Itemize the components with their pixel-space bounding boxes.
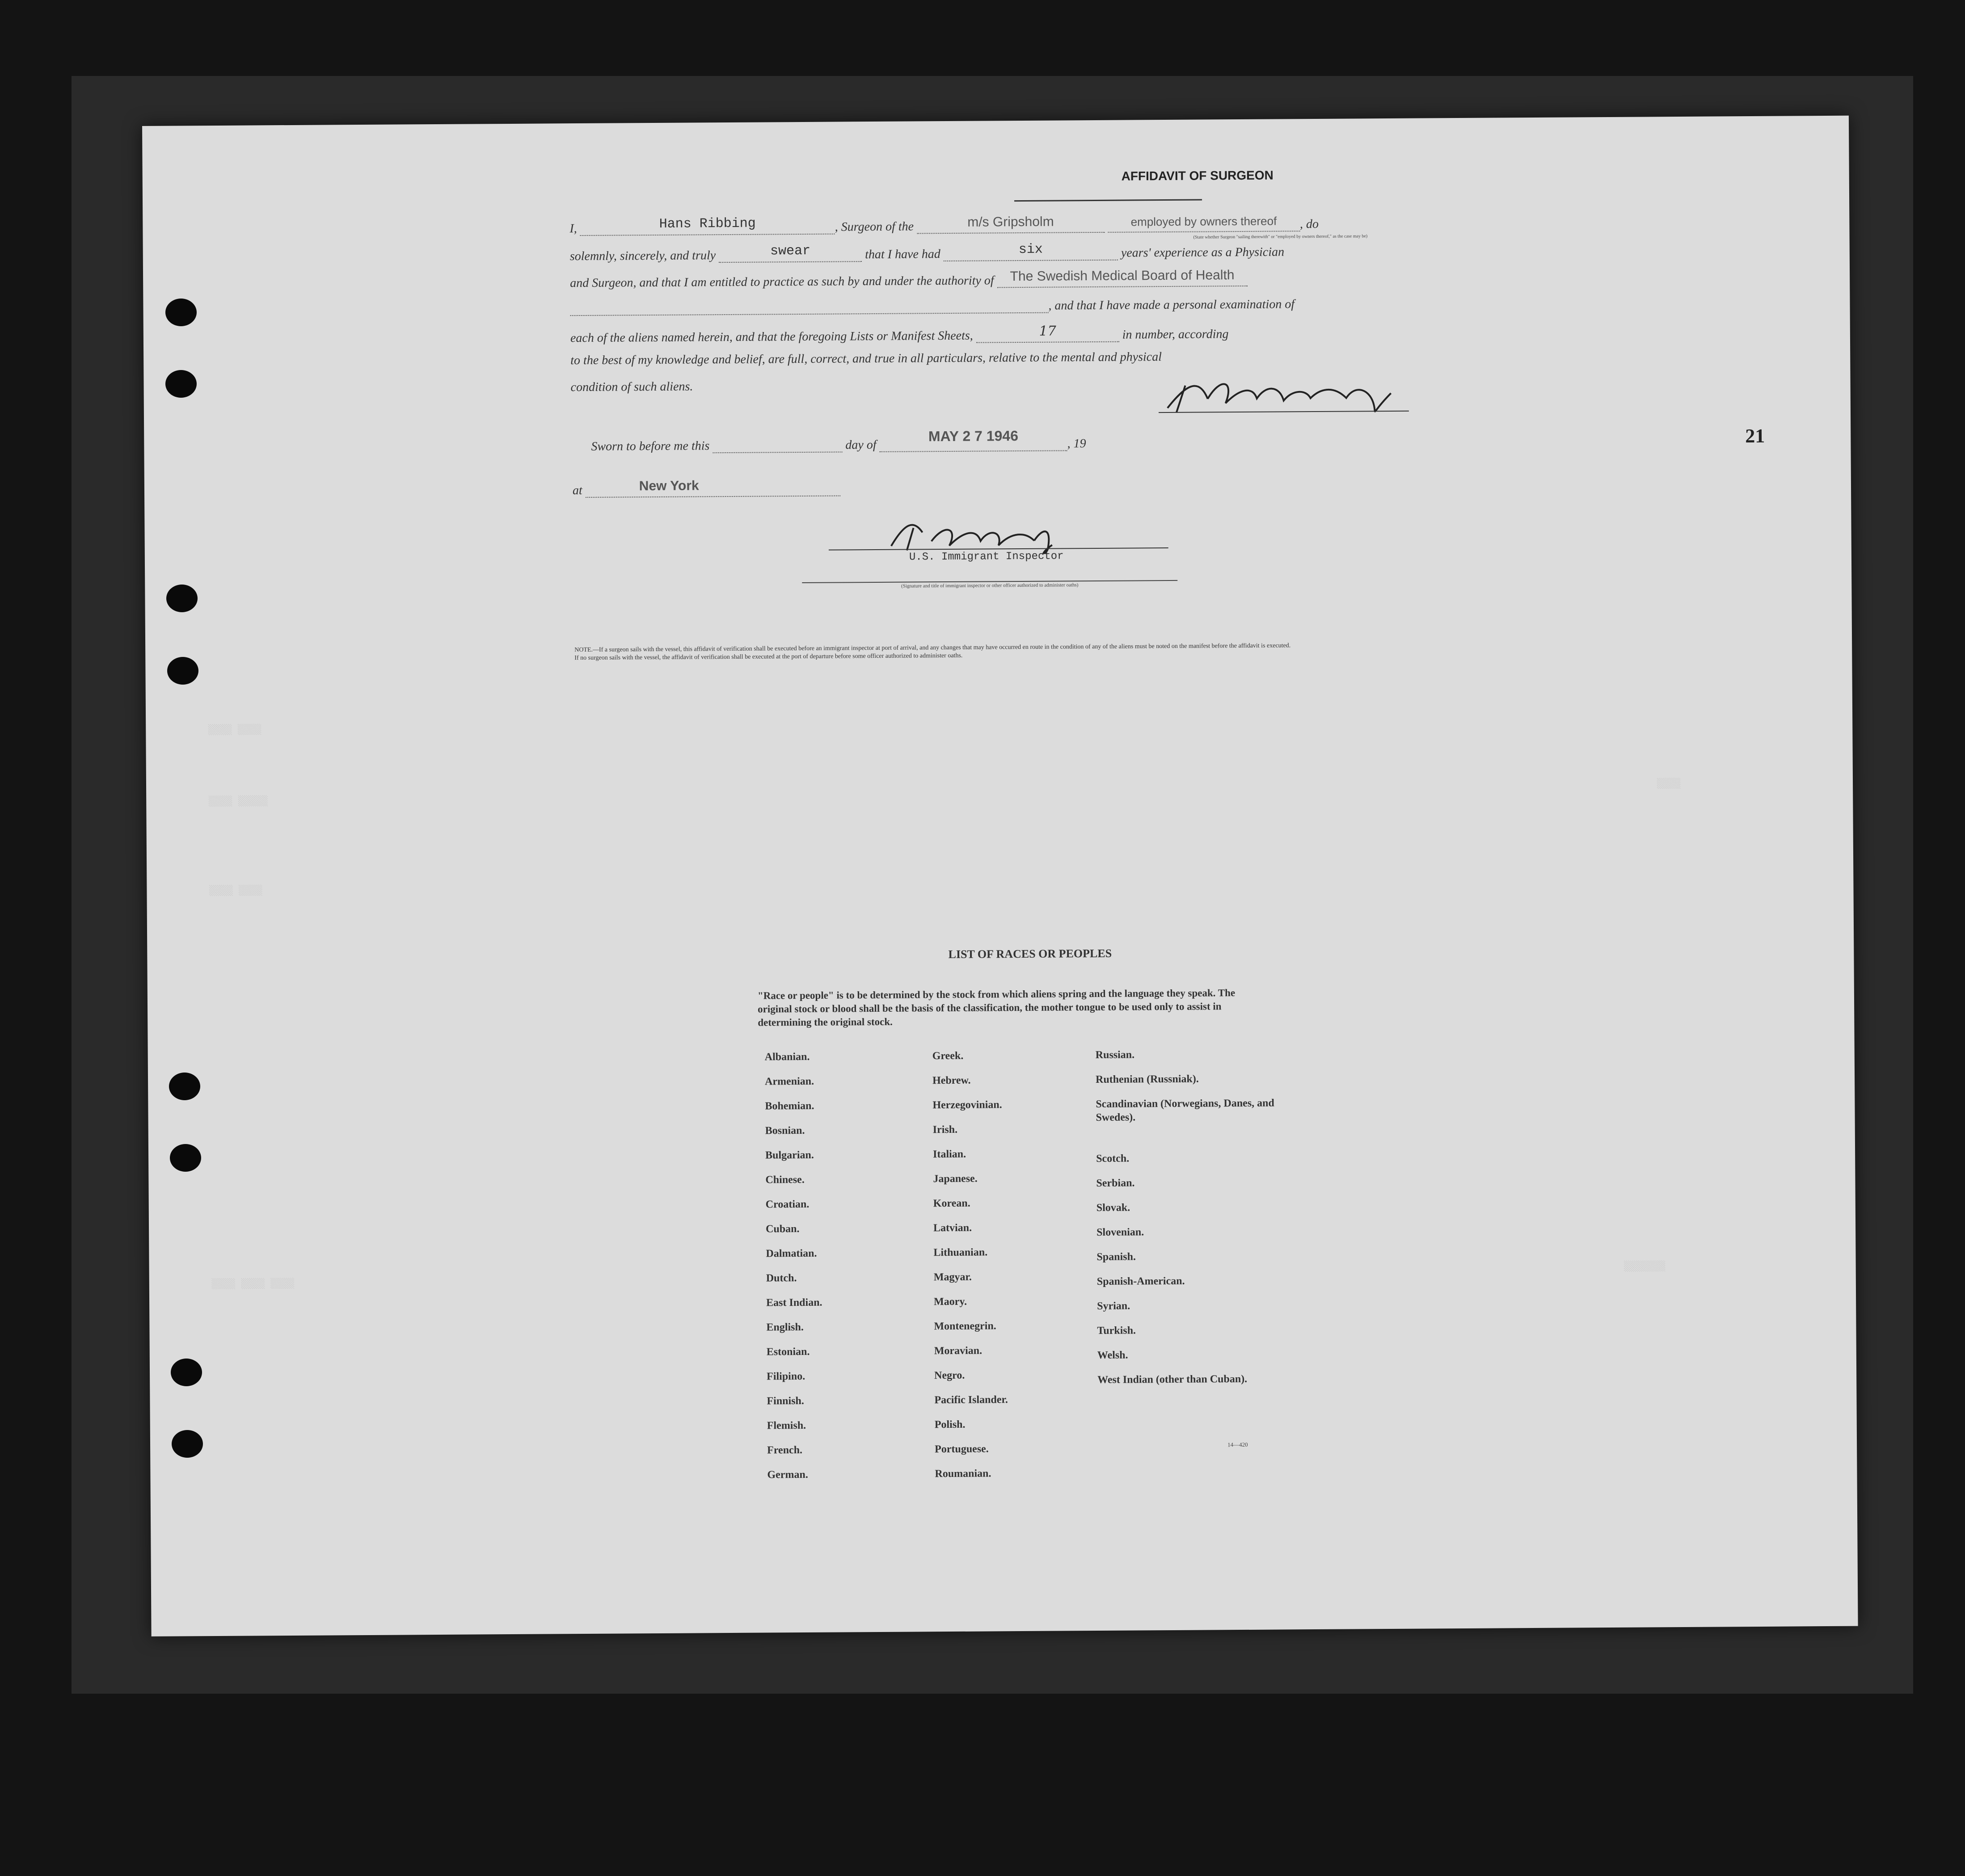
race-item: Hebrew. xyxy=(932,1074,971,1087)
race-item: Latvian. xyxy=(933,1222,972,1234)
oath-word: swear xyxy=(770,243,811,259)
text: each of the aliens named herein, and that the foregoing Lists or Manifest Sheets, xyxy=(570,328,973,345)
race-item: Slovak. xyxy=(1096,1202,1130,1214)
race-item: Magyar. xyxy=(933,1271,972,1283)
race-item: Bulgarian. xyxy=(765,1149,814,1161)
races-column-3 xyxy=(1096,1042,1277,1422)
race-item: Filipino. xyxy=(767,1370,805,1383)
note-paragraph-2: If no surgeon sails with the vessel, the affidavit of verification shall be executed at the port of departure before some officer authorized to administer oaths. xyxy=(574,652,963,662)
title-underline xyxy=(1014,199,1202,202)
inspector-signature-drawing xyxy=(828,513,1168,555)
ghost-text: ░░░░░░░ xyxy=(1624,1261,1666,1272)
text: in number, according xyxy=(1122,327,1229,342)
race-item: Polish. xyxy=(934,1418,966,1431)
employment-blank xyxy=(1108,213,1300,233)
text: years' experience as a Physician xyxy=(1121,245,1285,260)
race-item: Flemish. xyxy=(767,1419,806,1432)
race-item: Scandinavian (Norwegians, Danes, and Swedes). xyxy=(1096,1097,1274,1124)
races-title: LIST OF RACES OR PEOPLES xyxy=(948,946,1112,961)
race-item: Bosnian. xyxy=(765,1124,805,1137)
text: day of xyxy=(845,437,877,452)
years-blank xyxy=(944,242,1118,261)
races-column-2 xyxy=(932,1043,1092,1486)
race-item: Portuguese. xyxy=(935,1443,989,1455)
races-intro: "Race or people" is to be determined by the stock from which aliens spring and the language they speak. The original stock or blood shall be the basis of the classification, the mother tongue to be used only to assist in determining the original stock. xyxy=(757,987,1236,1028)
binder-hole xyxy=(171,1359,202,1386)
race-item: French. xyxy=(767,1444,803,1456)
text: solemnly, sincerely, and truly xyxy=(569,248,716,264)
ghost-text: ░░░░ ░░░░ xyxy=(209,885,263,897)
place-blank xyxy=(586,479,840,497)
affidavit-line-1 xyxy=(569,212,1410,236)
years-experience: six xyxy=(1018,242,1043,258)
note-paragraph-1: NOTE.—If a surgeon sails with the vessel, this affidavit of verification shall be executed before an immigrant inspector at port of arrival, and any changes that may have occurred en route in the condition of any of the aliens must be noted on the manifest before the affidavit is executed. xyxy=(574,642,1291,654)
text: I, xyxy=(569,222,577,236)
ghost-text: ░░░░ ░░░░ ░░░░ xyxy=(211,1278,295,1290)
race-item: Croatian. xyxy=(765,1198,810,1211)
sworn-month-blank xyxy=(879,428,1067,452)
race-item: Greek. xyxy=(932,1050,964,1062)
text: Sworn to before me this xyxy=(591,439,710,454)
affidavit-line-5 xyxy=(570,322,1411,345)
affidavit-title: AFFIDAVIT OF SURGEON xyxy=(1121,168,1273,183)
affidavit-line-6: to the best of my knowledge and belief, are full, correct, and true in all particulars, relative to the mental and physical xyxy=(570,350,1162,368)
race-item: Dutch. xyxy=(766,1272,797,1284)
race-item: East Indian. xyxy=(766,1296,822,1309)
place-name: New York xyxy=(639,478,699,494)
race-item: Cuban. xyxy=(766,1223,800,1235)
form-number: 14—420 xyxy=(1227,1441,1248,1448)
race-item: English. xyxy=(766,1321,804,1333)
race-item: Italian. xyxy=(933,1148,966,1161)
vessel-name: m/s Gripsholm xyxy=(967,214,1054,230)
race-item: Spanish. xyxy=(1096,1251,1136,1263)
binder-hole xyxy=(172,1430,203,1458)
binder-hole xyxy=(165,370,197,398)
binder-hole xyxy=(167,657,198,685)
race-item: Korean. xyxy=(933,1197,970,1210)
race-item: Pacific Islander. xyxy=(934,1394,1008,1406)
race-item: Turkish. xyxy=(1097,1325,1136,1337)
race-item: Maory. xyxy=(934,1296,967,1308)
race-item: Albanian. xyxy=(764,1051,810,1063)
surgeon-name: Hans Ribbing xyxy=(659,216,756,232)
place-line xyxy=(573,476,1413,498)
race-item: Ruthenian (Russniak). xyxy=(1095,1073,1199,1086)
affidavit-line-4 xyxy=(570,295,1410,316)
race-item: German. xyxy=(767,1468,808,1481)
signature-drawing xyxy=(1158,366,1409,417)
race-item: Lithuanian. xyxy=(933,1246,988,1259)
affidavit-line-7: condition of such aliens. xyxy=(570,379,693,395)
inspector-caption: (Signature and title of immigrant inspector or other officer authorized to administer oaths) xyxy=(802,580,1177,589)
surgeon-name-blank xyxy=(580,216,835,236)
text: , and that I have made a personal examination of xyxy=(1048,297,1295,313)
binder-hole xyxy=(170,1144,201,1172)
binder-hole xyxy=(165,299,197,326)
surgeon-signature xyxy=(1158,366,1409,417)
affidavit-line-3 xyxy=(570,267,1410,290)
inspector-signature xyxy=(828,513,1168,578)
race-item: Spanish-American. xyxy=(1096,1275,1185,1288)
affidavit-line-2 xyxy=(570,240,1410,264)
race-item: Negro. xyxy=(934,1369,965,1382)
binder-hole xyxy=(169,1073,200,1100)
text: that I have had xyxy=(865,247,940,262)
oath-blank xyxy=(719,243,862,263)
races-column-1 xyxy=(765,1044,915,1488)
race-item: Moravian. xyxy=(934,1345,982,1357)
race-item: Bohemian. xyxy=(765,1100,814,1112)
binder-hole xyxy=(166,585,198,612)
text: and Surgeon, and that I am entitled to practice as such by and under the authority of xyxy=(570,273,994,290)
race-item: West Indian (other than Cuban). xyxy=(1097,1373,1248,1386)
sworn-line xyxy=(591,428,1431,454)
date-stamp: MAY 2 7 1946 xyxy=(928,428,1019,445)
race-item: Estonian. xyxy=(766,1346,810,1358)
race-item: Montenegrin. xyxy=(934,1320,996,1333)
sheets-blank xyxy=(976,324,1119,343)
race-item: Syrian. xyxy=(1097,1300,1130,1312)
licensing-authority: The Swedish Medical Board of Health xyxy=(1010,268,1235,284)
race-item: Dalmatian. xyxy=(766,1247,817,1260)
authority-blank xyxy=(997,268,1247,288)
race-item: Herzegovinian. xyxy=(932,1099,1002,1111)
race-item: Chinese. xyxy=(765,1174,805,1186)
employment-status: employed by owners thereof xyxy=(1130,214,1277,229)
race-item: Slovenian. xyxy=(1096,1226,1144,1239)
text: , 19 xyxy=(1067,437,1086,451)
ghost-text: ░░░░ ░░░░░ xyxy=(209,795,268,808)
race-item: Irish. xyxy=(932,1123,958,1136)
sheet-count: 17 xyxy=(1039,323,1056,339)
affidavit-note xyxy=(574,641,1424,663)
inspector-title: U.S. Immigrant Inspector xyxy=(909,550,1064,564)
race-item: Scotch. xyxy=(1096,1153,1130,1165)
race-item: Finnish. xyxy=(767,1395,804,1407)
text: , do xyxy=(1299,217,1319,231)
text: , Surgeon of the xyxy=(835,219,914,234)
race-item: Japanese. xyxy=(933,1173,978,1185)
employment-note: (State whether Surgeon "sailing therewith" or "employed by owners thereof," as the case may be) xyxy=(1193,234,1368,240)
sworn-day-blank xyxy=(713,435,842,453)
page-number: 21 xyxy=(1745,425,1765,447)
vessel-blank xyxy=(917,214,1105,234)
race-item: Roumanian. xyxy=(935,1468,991,1480)
ghost-text: ░░░░ xyxy=(1657,778,1681,790)
race-item: Armenian. xyxy=(765,1075,814,1088)
ghost-text: ░░░░ ░░░░ xyxy=(208,724,262,736)
race-item: Russian. xyxy=(1095,1049,1135,1061)
authority-continued-blank xyxy=(570,297,1048,316)
race-item: Welsh. xyxy=(1097,1349,1128,1361)
text: at xyxy=(572,483,582,498)
race-item: Serbian. xyxy=(1096,1177,1135,1190)
manifest-sheet xyxy=(142,116,1858,1636)
